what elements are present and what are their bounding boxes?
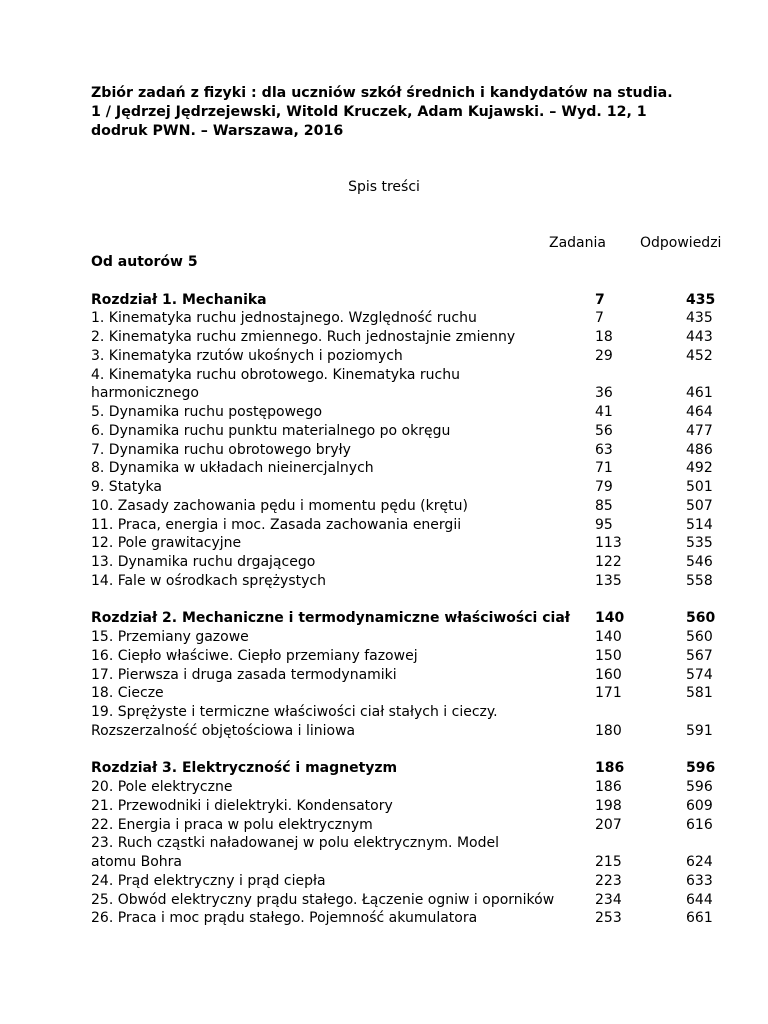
toc-entry-title: atomu Bohra: [91, 854, 182, 870]
toc-entry-title: Rozdział 3. Elektryczność i magnetyzm: [91, 760, 398, 777]
toc-entry-odpowiedzi-page: 596: [686, 779, 713, 795]
toc-entry-zadania-page: 150: [595, 647, 622, 664]
toc-entry-title: 6. Dynamika ruchu punktu materialnego po okręgu: [91, 422, 451, 439]
toc-entry-zadania-page: 79: [595, 479, 613, 495]
toc-row: [0, 703, 768, 722]
toc-entry-odpowiedzi-page: 492: [686, 460, 713, 477]
toc-entry-zadania-page: 95: [595, 516, 613, 533]
toc-entry-odpowiedzi-page: 461: [686, 385, 713, 402]
toc-entry-title: 1. Kinematyka ruchu jednostajnego. Względność ruchu: [91, 310, 477, 327]
toc-entry-zadania-page: 56: [595, 422, 613, 439]
toc-entry-odpowiedzi-page: 501: [686, 479, 713, 495]
toc-entry-odpowiedzi-page: 435: [686, 310, 713, 327]
toc-entry-title: 10. Zasady zachowania pędu i momentu pędu (krętu): [91, 497, 468, 514]
toc-row: [0, 909, 768, 928]
toc-entry-title: 7. Dynamika ruchu obrotowego bryły: [91, 441, 351, 458]
toc-entry-title: 16. Ciepło właściwe. Ciepło przemiany fazowej: [91, 647, 418, 664]
toc-entry-odpowiedzi-page: 464: [686, 404, 713, 420]
toc-row: [0, 684, 768, 703]
toc-entry-title: 15. Przemiany gazowe: [91, 629, 249, 645]
toc-chapter-row: [0, 253, 768, 272]
toc-entry-title: Rozdział 2. Mechaniczne i termodynamiczne właściwości ciał: [91, 610, 570, 627]
toc-row: [0, 384, 768, 403]
toc-row: [0, 272, 768, 291]
toc-entry-zadania-page: 186: [595, 760, 625, 777]
toc-row: [0, 591, 768, 610]
toc-entry-title: 13. Dynamika ruchu drgającego: [91, 554, 316, 570]
toc-entry-odpowiedzi-page: 452: [686, 347, 713, 364]
toc-entry-odpowiedzi-page: 609: [686, 797, 713, 814]
toc-entry-title: 19. Sprężyste i termiczne właściwości ciał stałych i cieczy.: [91, 704, 498, 720]
citation-line: 1 / Jędrzej Jędrzejewski, Witold Kruczek, Adam Kujawski. – Wyd. 12, 1: [91, 104, 647, 120]
toc-row: [0, 328, 768, 347]
toc-entry-odpowiedzi-page: 558: [686, 572, 713, 589]
toc-row: [0, 403, 768, 422]
toc-entry-odpowiedzi-page: 514: [686, 516, 713, 533]
toc-row: [0, 572, 768, 591]
toc-entry-odpowiedzi-page: 574: [686, 666, 713, 683]
toc-entry-odpowiedzi-page: 591: [686, 722, 713, 739]
toc-entry-zadania-page: 36: [595, 385, 613, 402]
toc-entry-title: 8. Dynamika w układach nieinercjalnych: [91, 460, 374, 477]
toc-entry-title: 12. Pole grawitacyjne: [91, 535, 242, 552]
toc-entry-zadania-page: 85: [595, 497, 613, 514]
toc-entry-zadania-page: 253: [595, 910, 622, 927]
toc-title: Spis treści: [348, 179, 420, 195]
toc-list: [0, 253, 768, 928]
toc-entry-zadania-page: 71: [595, 460, 613, 477]
toc-entry-zadania-page: 198: [595, 797, 622, 814]
toc-row: [0, 366, 768, 385]
toc-row: [0, 816, 768, 835]
toc-row: [0, 797, 768, 816]
toc-row: [0, 459, 768, 478]
toc-entry-zadania-page: 171: [595, 685, 622, 702]
citation-line: Zbiór zadań z fizyki : dla uczniów szkół średnich i kandydatów na studia.: [91, 85, 673, 101]
toc-entry-zadania-page: 186: [595, 779, 622, 795]
toc-entry-zadania-page: 29: [595, 347, 613, 364]
toc-row: [0, 647, 768, 666]
toc-entry-zadania-page: 140: [595, 629, 622, 645]
toc-entry-odpowiedzi-page: 661: [686, 910, 713, 927]
toc-chapter-row: [0, 291, 768, 310]
toc-entry-odpowiedzi-page: 477: [686, 422, 713, 439]
toc-entry-title: 24. Prąd elektryczny i prąd ciepła: [91, 872, 326, 889]
toc-row: [0, 853, 768, 872]
toc-entry-zadania-page: 215: [595, 854, 622, 870]
toc-entry-zadania-page: 135: [595, 572, 622, 589]
toc-entry-odpowiedzi-page: 560: [686, 629, 713, 645]
toc-entry-title: 26. Praca i moc prądu stałego. Pojemność akumulatora: [91, 910, 478, 927]
toc-entry-title: 4. Kinematyka ruchu obrotowego. Kinematyka ruchu: [91, 366, 460, 383]
toc-entry-odpowiedzi-page: 581: [686, 685, 713, 702]
toc-entry-title: 14. Fale w ośrodkach sprężystych: [91, 572, 326, 589]
toc-entry-zadania-page: 234: [595, 891, 622, 908]
toc-row: [0, 741, 768, 760]
toc-entry-title: 3. Kinematyka rzutów ukośnych i poziomych: [91, 347, 403, 364]
toc-entry-zadania-page: 223: [595, 872, 622, 889]
toc-row: [0, 778, 768, 797]
toc-row: [0, 834, 768, 853]
toc-entry-odpowiedzi-page: 560: [686, 610, 716, 627]
toc-entry-zadania-page: 180: [595, 722, 622, 739]
toc-entry-odpowiedzi-page: 644: [686, 891, 713, 908]
toc-row: [0, 891, 768, 910]
bibliographic-citation: [91, 84, 731, 141]
toc-entry-zadania-page: 160: [595, 666, 622, 683]
toc-entry-title: 17. Pierwsza i druga zasada termodynamiki: [91, 666, 397, 683]
toc-entry-title: Rozszerzalność objętościowa i liniowa: [91, 722, 356, 739]
toc-entry-title: harmonicznego: [91, 385, 199, 402]
column-headers: [0, 234, 768, 253]
toc-entry-title: 22. Energia i praca w polu elektrycznym: [91, 816, 373, 833]
column-header-odpowiedzi: Odpowiedzi: [640, 235, 722, 251]
toc-entry-zadania-page: 18: [595, 329, 613, 345]
toc-entry-zadania-page: 113: [595, 535, 622, 552]
toc-entry-title: 11. Praca, energia i moc. Zasada zachowania energii: [91, 516, 462, 533]
toc-row: [0, 309, 768, 328]
toc-entry-title: 25. Obwód elektryczny prądu stałego. Łączenie ogniw i oporników: [91, 891, 555, 908]
toc-row: [0, 347, 768, 366]
toc-row: [0, 441, 768, 460]
column-header-zadania: Zadania: [549, 235, 606, 251]
toc-row: [0, 553, 768, 572]
toc-chapter-row: [0, 609, 768, 628]
toc-entry-zadania-page: 41: [595, 404, 613, 420]
toc-entry-title: Rozdział 1. Mechanika: [91, 291, 267, 308]
toc-row: [0, 516, 768, 535]
toc-entry-title: 18. Ciecze: [91, 685, 164, 702]
toc-entry-zadania-page: 207: [595, 816, 622, 833]
toc-row: [0, 872, 768, 891]
toc-entry-title: 2. Kinematyka ruchu zmiennego. Ruch jednostajnie zmienny: [91, 329, 516, 345]
toc-row: [0, 628, 768, 647]
toc-row: [0, 666, 768, 685]
toc-entry-title: 20. Pole elektryczne: [91, 779, 233, 795]
toc-entry-title: Od autorów 5: [91, 254, 198, 270]
toc-entry-odpowiedzi-page: 633: [686, 872, 713, 889]
toc-entry-title: 5. Dynamika ruchu postępowego: [91, 404, 323, 420]
toc-entry-odpowiedzi-page: 546: [686, 554, 713, 570]
citation-line: dodruk PWN. – Warszawa, 2016: [91, 123, 344, 139]
toc-entry-odpowiedzi-page: 535: [686, 535, 713, 552]
toc-entry-odpowiedzi-page: 616: [686, 816, 713, 833]
toc-row: [0, 534, 768, 553]
toc-entry-title: 21. Przewodniki i dielektryki. Kondensatory: [91, 797, 393, 814]
toc-entry-odpowiedzi-page: 624: [686, 854, 713, 870]
toc-entry-odpowiedzi-page: 567: [686, 647, 713, 664]
toc-entry-zadania-page: 7: [595, 291, 605, 308]
toc-row: [0, 497, 768, 516]
toc-row: [0, 722, 768, 741]
toc-entry-title: 23. Ruch cząstki naładowanej w polu elektrycznym. Model: [91, 835, 499, 852]
toc-row: [0, 478, 768, 497]
toc-entry-odpowiedzi-page: 435: [686, 291, 716, 308]
toc-entry-odpowiedzi-page: 507: [686, 497, 713, 514]
toc-entry-odpowiedzi-page: 486: [686, 441, 713, 458]
toc-entry-zadania-page: 63: [595, 441, 613, 458]
toc-row: [0, 422, 768, 441]
toc-entry-odpowiedzi-page: 443: [686, 329, 713, 345]
toc-entry-title: 9. Statyka: [91, 479, 162, 495]
toc-entry-zadania-page: 7: [595, 310, 604, 327]
toc-entry-odpowiedzi-page: 596: [686, 760, 716, 777]
toc-entry-zadania-page: 140: [595, 610, 625, 627]
toc-entry-zadania-page: 122: [595, 554, 622, 570]
toc-chapter-row: [0, 759, 768, 778]
